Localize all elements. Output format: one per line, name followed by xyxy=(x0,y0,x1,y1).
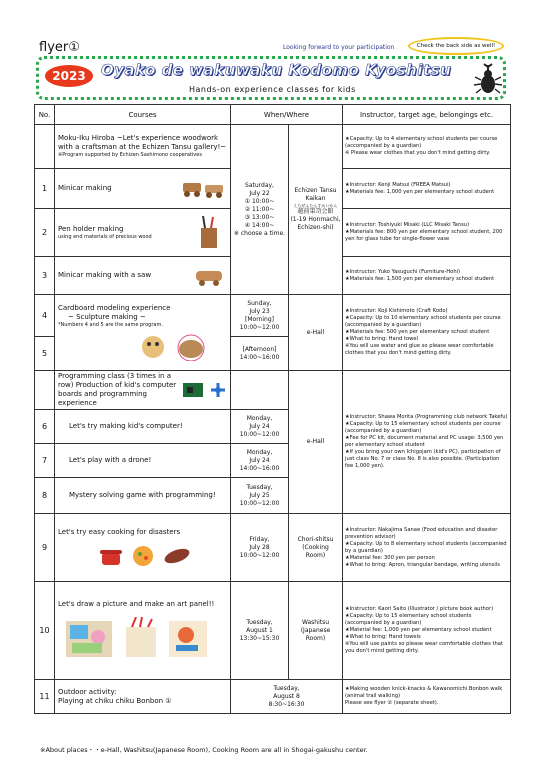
saw-car-icon xyxy=(193,264,227,288)
beetle-icon xyxy=(471,63,505,97)
group-a-when: Saturday, July 22 ① 10:00~ ② 11:00~ ③ 13:00~ ④ 14:00~ ※ choose a time. xyxy=(231,125,289,295)
bowl-icon xyxy=(130,545,156,567)
year-badge: 2023 xyxy=(45,65,93,87)
footer-note: ※About places・・e-Hall, Washitsu(Japanese Room), Cooking Room are all in Shogai-gakushu center. xyxy=(40,746,368,754)
tagline: Looking forward to your participation xyxy=(283,44,395,51)
wooden-car-icon xyxy=(179,175,227,203)
group-c-heading-row xyxy=(35,371,511,410)
group-a-where: Echizen Tansu Kaikan えちぜんたんすかいかん 越前筞笥会館 (1-19 Honmachi, Echizen-shi) xyxy=(289,125,343,295)
group-a-heading: Moku-Iku Hiroba ~Let's experience woodwork with a craftsman at the Echizen Tansu gallery!~ ※Program supported by Echizen Sashimono cooperatives xyxy=(55,125,231,169)
cardboard-sculpture-icon xyxy=(138,331,168,361)
header-when-where: When/Where xyxy=(231,105,343,125)
table-row: 3 Minicar making with a saw ★Instructor: Yuko Yasuguchi (Furniture-Hohi) ★Materials fee: 1,500 yen per elementary school student xyxy=(35,257,511,295)
course-title: Let's play with a drone! xyxy=(55,444,231,478)
art-panel-icon xyxy=(122,617,160,661)
table-row: 7 Let's play with a drone! Monday, July 24 14:00~16:00 xyxy=(35,444,511,478)
pen-holder-icon xyxy=(191,214,227,252)
circuit-board-icon xyxy=(181,379,227,401)
table-header-row xyxy=(35,105,511,125)
art-panel-icon xyxy=(64,617,116,661)
pot-icon xyxy=(98,545,124,567)
title-banner xyxy=(36,56,506,100)
sweet-potato-icon xyxy=(162,547,192,565)
group-c-info: ★Instructor: Shawa Morita (Programming club network Takefu) ★Capacity: Up to 15 elementary school students per course (accompanied by a guardian) ★Fee for PC kit, document material and PC usage: 3,500 yen per elementary school student ★If you bring your own Ichigojam (kid's PC), participation of just class No. 7 or class No. 8 is also possible. (Participation fee 1,000 yen). xyxy=(343,371,511,514)
table-row: 4 Cardboard modeling experience ~ Sculpture making ~ *Numbers 4 and 5 are the same program. Sunday, July 23 [Morning] 10:00~12:00 e-Hall ★Instructor: Koji Kishimoto (Craft Kodo) ★Capacity: Up to 10 elementary school students per course (accompanied by a guardian) ★Materials fee: 500 yen per elementary school student ★What to bring: Hand towel ※You will use water and glue so please wear comfortable clothes that you don't mind getting dirty. xyxy=(35,295,511,337)
group-a-info: ★Capacity: Up to 4 elementary school students per course (accompanied by a guardian) ※ Please wear clothes that you don't mind getting dirty. xyxy=(343,125,511,169)
group-c-heading: Programming class (3 times in a row) Production of kid's computer boards and programming experience xyxy=(58,372,177,407)
page-title: Oyako de wakuwaku Kodomo Kyoshitsu xyxy=(101,61,452,79)
header-info: Instructor, target age, belongings etc. xyxy=(343,105,511,125)
course-title: Minicar making xyxy=(58,184,112,192)
course-title: Let's draw a picture and make an art panel!! xyxy=(58,600,215,608)
course-title: Let's try making kid's computer! xyxy=(55,410,231,444)
check-back-oval: Check the back side as well! xyxy=(408,37,504,55)
table-row: 1 Minicar making ★Instructor: Kenji Matsui (FREEA Matsui) ★Materials fee: 1,000 yen per elementary school student xyxy=(35,169,511,209)
flyer-label: flyer① xyxy=(39,40,80,55)
table-row: 11 Outdoor activity: Playing at chiku chiku Bonbon ① Tuesday, August 8 8:30~16:30 ★Making wooden knick-knacks & Kawanomichi Bonbon walk (animal trail walking) Please see flyer ② (separate sheet). xyxy=(35,680,511,714)
page-subtitle: Hands-on experience classes for kids xyxy=(189,85,356,94)
table-row: 10 Let's draw a picture and make an art panel!! Tuesday, August 1 13:30~15:30 Washitsu (Japanese Room) ★Instructor: Kaori Saito (Illustrator / picture book author) ★Capacity: Up to 15 elementary school students (accompanied by a guardian) ★Material fee: 1,000 yen per elementary school student ★What to bring: Hand towels ※You will use paints so please wear comfortable clothes that you don't mind getting dirty. xyxy=(35,582,511,680)
group-b-course: Cardboard modeling experience ~ Sculpture making ~ *Numbers 4 and 5 are the same program. xyxy=(55,295,231,371)
header-no: No. xyxy=(35,105,55,125)
group-a-heading-row xyxy=(35,125,511,169)
cardboard-sculpture-icon xyxy=(174,331,208,361)
course-title: Pen holder making xyxy=(58,224,124,233)
schedule-table xyxy=(34,104,511,714)
group-b-info: ★Instructor: Koji Kishimoto (Craft Kodo) ★Capacity: Up to 10 elementary school students per course (accompanied by a guardian) ★Materials fee: 500 yen per elementary school student ★What to bring: Hand towel ※You will use water and glue so please wear comfortable clothes that you don't mind getting dirty. xyxy=(343,295,511,371)
course-title: Mystery solving game with programming! xyxy=(55,478,231,514)
table-row: 5 [Afternoon] 14:00~16:00 xyxy=(35,337,511,371)
course-title: Let's try easy cooking for disasters xyxy=(58,528,181,536)
group-c-where: e-Hall xyxy=(289,371,343,514)
course-title: Minicar making with a saw xyxy=(58,271,152,279)
art-panel-icon xyxy=(166,617,210,661)
table-row: 8 Mystery solving game with programming! Tuesday, July 25 10:00~12:00 xyxy=(35,478,511,514)
group-b-where: e-Hall xyxy=(289,295,343,371)
table-row: 6 Let's try making kid's computer! Monday, July 24 10:00~12:00 xyxy=(35,410,511,444)
header-courses: Courses xyxy=(55,105,231,125)
table-row: 2 Pen holder making using end materials of precious wood ★Instructor: Toshiyuki Misaki (LLC Misaki Tansu) ★Materials fee: 800 yen per elementary school student, 200 yen for glass tube for single-flower vase xyxy=(35,209,511,257)
table-row: 9 Let's try easy cooking for disasters Friday, July 28 10:00~12:00 Chori-shitsu (Cooking Room) ★Instructor: Nakajima Sanae (Food education and disaster prevention advisor) ★Capacity: Up to 8 elementary school students (accompanied by a guardian) ★Material fee: 300 yen per person ★What to bring: Apron, triangular bandage, writing utensils xyxy=(35,514,511,582)
